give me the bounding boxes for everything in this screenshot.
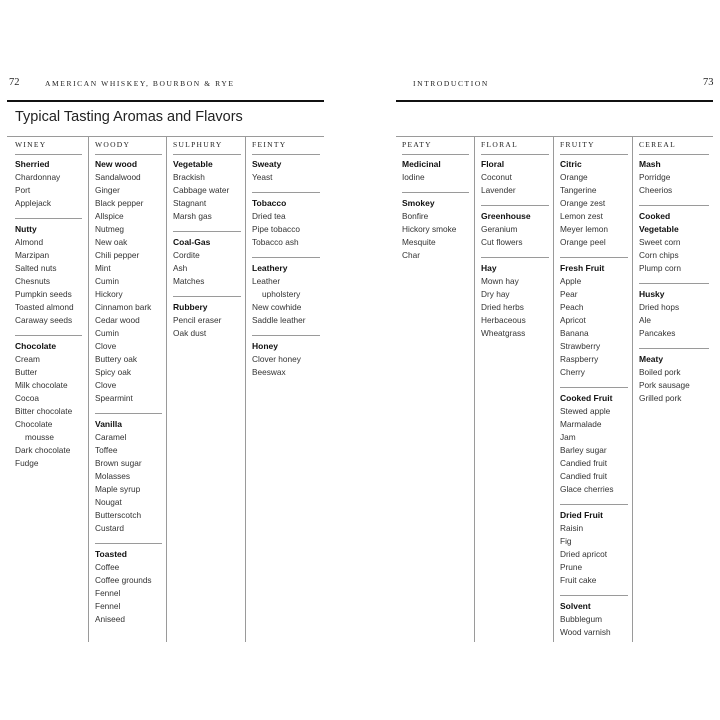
flavor-item: Oak dust [173, 328, 207, 338]
flavor-item: Leather [252, 276, 281, 286]
flavor-item: Toasted almond [15, 302, 74, 312]
flavor-item: Fennel [95, 601, 121, 611]
flavor-group-title: Leathery [252, 263, 288, 273]
flavor-item: Orange zest [560, 198, 606, 208]
flavor-group-title: New wood [95, 159, 138, 169]
flavor-item: Ale [639, 315, 651, 325]
flavor-item: Grilled pork [639, 393, 682, 403]
right-header-rule [396, 100, 713, 102]
flavor-item: Allspice [95, 211, 124, 221]
flavor-item: Tobacco ash [252, 237, 299, 247]
flavor-item: Dried hops [639, 302, 680, 312]
flavor-group-title: Cooked Fruit [560, 393, 613, 403]
column-groups [560, 155, 628, 639]
flavor-item: Fudge [15, 458, 39, 468]
flavor-item: Peach [560, 302, 584, 312]
flavor-item: Almond [15, 237, 44, 247]
flavor-item: Cream [15, 354, 40, 364]
flavor-item: Porridge [639, 172, 671, 182]
flavor-item: Mint [95, 263, 111, 273]
right-running-head: INTRODUCTION [413, 79, 489, 88]
flavor-group [560, 257, 628, 379]
column-body [633, 136, 714, 405]
column-groups [639, 155, 709, 405]
flavor-item: Dried tea [252, 211, 286, 221]
flavor-item: Candied fruit [560, 471, 608, 481]
flavor-item: Iodine [402, 172, 425, 182]
column-cereal [632, 136, 714, 642]
flavor-item: Cinnamon bark [95, 302, 152, 312]
flavor-item: Char [402, 250, 420, 260]
flavor-group-title: Sweaty [252, 159, 282, 169]
flavor-group [173, 155, 241, 223]
flavor-group-title: Rubbery [173, 302, 208, 312]
right-page-number: 73 [703, 77, 714, 88]
flavor-item: Prune [560, 562, 583, 572]
flavor-item: Hickory [95, 289, 123, 299]
flavor-item: Maple syrup [95, 484, 141, 494]
flavor-group-title: Fresh Fruit [560, 263, 605, 273]
flavor-item: Mown hay [481, 276, 519, 286]
flavor-item: Dried herbs [481, 302, 524, 312]
flavor-item: Cordite [173, 250, 200, 260]
flavor-item: Clover honey [252, 354, 301, 364]
flavor-item: Pancakes [639, 328, 676, 338]
flavor-group [481, 257, 549, 340]
column-feinty [245, 136, 325, 642]
column-woody [88, 136, 167, 642]
flavor-item: Sweet corn [639, 237, 681, 247]
column-groups [173, 155, 241, 340]
flavor-item: Ginger [95, 185, 120, 195]
flavor-group [15, 155, 82, 210]
flavor-group [95, 413, 162, 535]
flavor-item: mousse [25, 432, 55, 442]
flavor-group [560, 595, 628, 639]
flavor-item: Meyer lemon [560, 224, 608, 234]
flavor-item: Raisin [560, 523, 584, 533]
flavor-item: Mesquite [402, 237, 436, 247]
flavor-group-title: Meaty [639, 354, 664, 364]
column-body [89, 136, 167, 626]
flavor-item: New cowhide [252, 302, 302, 312]
flavor-group [402, 192, 469, 262]
column-body [554, 136, 633, 639]
flavor-item: Buttery oak [95, 354, 137, 364]
flavor-item: Saddle leather [252, 315, 306, 325]
flavor-item: Coconut [481, 172, 512, 182]
column-winey [0, 136, 87, 642]
flavor-group [252, 192, 320, 249]
flavor-group-title: Cooked [639, 211, 671, 221]
flavor-group [252, 335, 320, 379]
flavor-item: Stewed apple [560, 406, 611, 416]
flavor-group-title: Citric [560, 159, 582, 169]
column-body [475, 136, 554, 340]
flavor-group-title: Honey [252, 341, 278, 351]
flavor-item: Cumin [95, 328, 119, 338]
flavor-item: upholstery [262, 289, 301, 299]
flavor-item: Marzipan [15, 250, 50, 260]
flavor-item: Molasses [95, 471, 131, 481]
flavor-group-title: Hay [481, 263, 497, 273]
column-body [396, 136, 474, 262]
flavor-group-title: Vanilla [95, 419, 122, 429]
flavor-item: Marsh gas [173, 211, 212, 221]
flavor-item: Chili pepper [95, 250, 140, 260]
column-heading: WOODY [95, 136, 162, 155]
flavor-item: Jam [560, 432, 576, 442]
flavor-group-title: Coal-Gas [173, 237, 211, 247]
column-groups [252, 155, 320, 379]
flavor-item: Bitter chocolate [15, 406, 73, 416]
flavor-item: Stagnant [173, 198, 207, 208]
flavor-group [639, 155, 709, 197]
column-body [167, 136, 246, 340]
column-groups [402, 155, 469, 262]
column-heading: FRUITY [560, 136, 628, 155]
flavor-item: Banana [560, 328, 589, 338]
flavor-item: Butterscotch [95, 510, 142, 520]
flavor-item: Hickory smoke [402, 224, 457, 234]
flavor-item: Chocolate [15, 419, 53, 429]
flavor-group [560, 155, 628, 249]
flavor-item: Brackish [173, 172, 205, 182]
column-sulphury [166, 136, 246, 642]
flavor-group-title: Floral [481, 159, 505, 169]
flavor-item: Clove [95, 380, 117, 390]
flavor-group-title: Chocolate [15, 341, 57, 351]
flavor-group-title: Husky [639, 289, 665, 299]
flavor-group [639, 205, 709, 275]
flavor-item: Salted nuts [15, 263, 57, 273]
flavor-item: Fig [560, 536, 572, 546]
flavor-item: Plump corn [639, 263, 681, 273]
flavor-item: Boiled pork [639, 367, 681, 377]
flavor-group-title: Mash [639, 159, 661, 169]
flavor-item: Chardonnay [15, 172, 61, 182]
flavor-item: Fennel [95, 588, 121, 598]
flavor-item: Beeswax [252, 367, 286, 377]
flavor-item: Chesnuts [15, 276, 51, 286]
flavor-item: Bubblegum [560, 614, 602, 624]
flavor-item: Pear [560, 289, 578, 299]
flavor-group [173, 296, 241, 340]
column-heading: FEINTY [252, 136, 320, 155]
flavor-item: Pumpkin seeds [15, 289, 72, 299]
flavor-item: Pork sausage [639, 380, 690, 390]
flavor-item: Butter [15, 367, 38, 377]
flavor-item: Apple [560, 276, 582, 286]
flavor-item: Glace cherries [560, 484, 614, 494]
flavor-item: Custard [95, 523, 125, 533]
flavor-item: Nutmeg [95, 224, 125, 234]
flavor-item: Nougat [95, 497, 122, 507]
flavor-group [560, 504, 628, 587]
flavor-item: Tangerine [560, 185, 597, 195]
flavor-item: Lemon zest [560, 211, 603, 221]
flavor-item: Aniseed [95, 614, 125, 624]
flavor-item: Cut flowers [481, 237, 523, 247]
flavor-group-title: Dried Fruit [560, 510, 603, 520]
flavor-item: Herbaceous [481, 315, 526, 325]
flavor-item: Coffee [95, 562, 120, 572]
flavor-item: Caraway seeds [15, 315, 73, 325]
flavor-group-title: Sherried [15, 159, 50, 169]
flavor-item: Orange peel [560, 237, 606, 247]
flavor-item: Cheerios [639, 185, 673, 195]
flavor-group-title: Nutty [15, 224, 37, 234]
flavor-item: Pencil eraser [173, 315, 222, 325]
flavor-item: Cumin [95, 276, 119, 286]
flavor-group-title: Vegetable [639, 224, 679, 234]
flavor-group [639, 348, 709, 405]
column-groups [481, 155, 549, 340]
flavor-group-title: Tobacco [252, 198, 287, 208]
flavor-item: Toffee [95, 445, 118, 455]
flavor-item: Cabbage water [173, 185, 230, 195]
flavor-group [95, 155, 162, 405]
flavor-group [560, 387, 628, 496]
flavor-item: Dry hay [481, 289, 510, 299]
flavor-group [15, 335, 82, 470]
flavor-group [173, 231, 241, 288]
flavor-item: Cedar wood [95, 315, 140, 325]
column-body [0, 136, 87, 470]
flavor-item: Apricot [560, 315, 586, 325]
column-groups [95, 155, 162, 626]
flavor-item: Fruit cake [560, 575, 597, 585]
flavor-group-title: Medicinal [402, 159, 441, 169]
flavor-group [639, 283, 709, 340]
column-body [246, 136, 325, 379]
flavor-item: Marmalade [560, 419, 602, 429]
flavor-item: Geranium [481, 224, 518, 234]
flavor-item: Port [15, 185, 31, 195]
flavor-item: Orange [560, 172, 588, 182]
flavor-item: Wood varnish [560, 627, 611, 637]
flavor-group-title: Vegetable [173, 159, 213, 169]
flavor-group-title: Solvent [560, 601, 591, 611]
left-page-number: 72 [9, 77, 20, 88]
flavor-item: Pipe tobacco [252, 224, 300, 234]
flavor-item: Corn chips [639, 250, 679, 260]
column-heading: SULPHURY [173, 136, 241, 155]
page-title: Typical Tasting Aromas and Flavors [15, 109, 243, 125]
flavor-item: Clove [95, 341, 117, 351]
column-heading: FLORAL [481, 136, 549, 155]
flavor-item: Lavender [481, 185, 516, 195]
column-groups [15, 155, 82, 470]
flavor-group [252, 155, 320, 184]
flavor-item: Cherry [560, 367, 585, 377]
column-peaty [396, 136, 474, 642]
flavor-item: Raspberry [560, 354, 599, 364]
flavor-group [252, 257, 320, 327]
flavor-item: Candied fruit [560, 458, 608, 468]
flavor-item: Spicy oak [95, 367, 131, 377]
flavor-group-title: Smokey [402, 198, 435, 208]
flavor-item: Strawberry [560, 341, 601, 351]
flavor-item: Spearmint [95, 393, 133, 403]
flavor-item: Ash [173, 263, 188, 273]
flavor-item: Brown sugar [95, 458, 142, 468]
flavor-item: Bonfire [402, 211, 429, 221]
flavor-group-title: Greenhouse [481, 211, 531, 221]
flavor-group-title: Toasted [95, 549, 127, 559]
flavor-item: Caramel [95, 432, 127, 442]
flavor-group [481, 155, 549, 197]
flavor-group [481, 205, 549, 249]
flavor-item: Dried apricot [560, 549, 608, 559]
flavor-item: Milk chocolate [15, 380, 68, 390]
column-fruity [553, 136, 633, 642]
column-heading: CEREAL [639, 136, 709, 155]
flavor-item: Yeast [252, 172, 273, 182]
flavor-item: Black pepper [95, 198, 144, 208]
flavor-item: Barley sugar [560, 445, 607, 455]
column-heading: PEATY [402, 136, 469, 155]
column-floral [474, 136, 554, 642]
flavor-item: Dark chocolate [15, 445, 71, 455]
flavor-item: Sandalwood [95, 172, 141, 182]
flavor-item: New oak [95, 237, 128, 247]
flavor-item: Cocoa [15, 393, 39, 403]
flavor-group [15, 218, 82, 327]
left-header-rule [7, 100, 324, 102]
left-running-head: AMERICAN WHISKEY, BOURBON & RYE [45, 79, 235, 88]
flavor-item: Coffee grounds [95, 575, 152, 585]
flavor-item: Matches [173, 276, 205, 286]
flavor-group [402, 155, 469, 184]
flavor-group [95, 543, 162, 626]
flavor-item: Wheatgrass [481, 328, 526, 338]
column-heading: WINEY [15, 136, 82, 155]
flavor-item: Applejack [15, 198, 51, 208]
